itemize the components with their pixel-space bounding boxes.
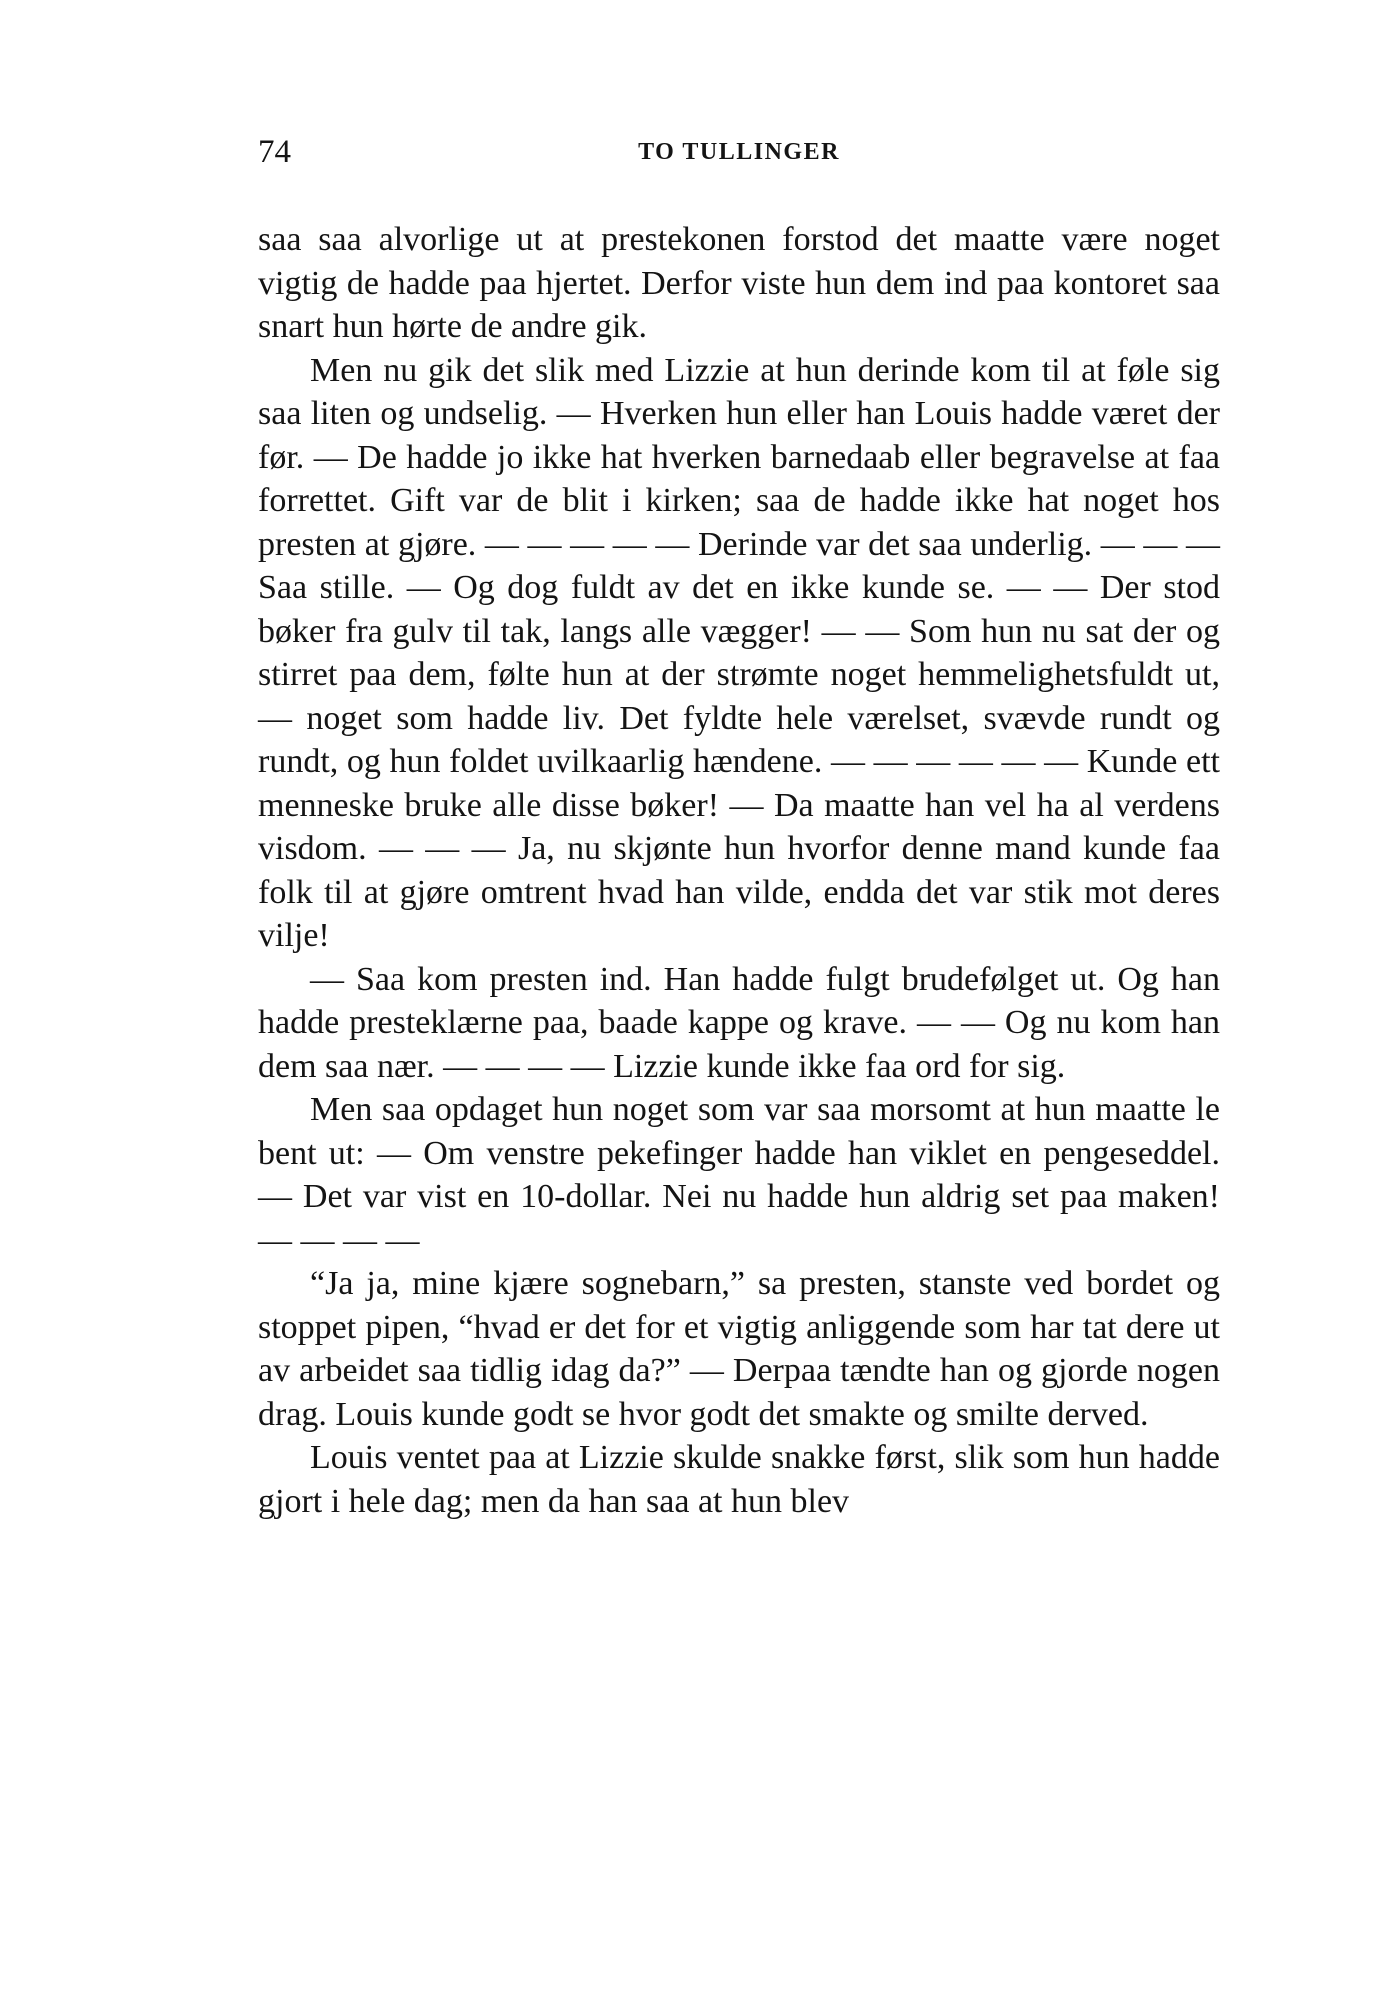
running-head <box>258 130 1220 174</box>
running-title: TO TULLINGER <box>638 139 840 165</box>
paragraph-continued: saa saa alvorlige ut at prestekonen forstod det maatte være noget vigtig de hadde paa hjertet. Derfor viste hun dem ind paa kontoret saa snart hun hørte de andre gik. <box>258 221 1220 345</box>
paragraph: Louis ventet paa at Lizzie skulde snakke først, slik som hun hadde gjort i hele dag; men da han saa at hun blev <box>258 1439 1220 1520</box>
paragraph: Men nu gik det slik med Lizzie at hun derinde kom til at føle sig saa liten og undselig. — Hverken hun eller han Louis hadde været der før. — De hadde jo ikke hat hverken barnedaab eller begravelse at faa forrettet. Gift var de blit i kirken; saa de hadde ikke hat noget hos presten at gjøre. — — — — — Derinde var det saa underlig. — — — Saa stille. — Og dog fuldt av det en ikke kunde se. — — Der stod bøker fra gulv til tak, langs alle vægger! — — Som hun nu sat der og stirret paa dem, følte hun at der strømte noget hemmelighetsfuldt ut, — noget som hadde liv. Det fyldte hele værelset, svævde rundt og rundt, og hun foldet uvilkaarlig hændene. — — — — — — Kunde ett menneske bruke alle disse bøker! — Da maatte han vel ha al verdens visdom. — — — Ja, nu skjønte hun hvorfor denne mand kunde faa folk til at gjøre omtrent hvad han vilde, endda det var stik mot deres vilje! <box>258 351 1220 954</box>
paragraph: Men saa opdaget hun noget som var saa morsomt at hun maatte le bent ut: — Om venstre pekefinger hadde han viklet en pengeseddel. — Det var vist en 10-dollar. Nei nu hadde hun aldrig set paa maken! — — — — <box>258 1091 1220 1259</box>
body-text <box>258 218 1220 1523</box>
paragraph: “Ja ja, mine kjære sognebarn,” sa presten, stanste ved bordet og stoppet pipen, “hvad er det for et vigtig anliggende som har tat dere ut av arbeidet saa tidlig idag da?” — Derpaa tændte han og gjorde nogen drag. Louis kunde godt se hvor godt det smakte og smilte derved. <box>258 1265 1220 1433</box>
page-number: 74 <box>258 134 291 170</box>
paragraph: — Saa kom presten ind. Han hadde fulgt brudefølget ut. Og han hadde presteklærne paa, baade kappe og krave. — — Og nu kom han dem saa nær. — — — — Lizzie kunde ikke faa ord for sig. <box>258 960 1220 1085</box>
